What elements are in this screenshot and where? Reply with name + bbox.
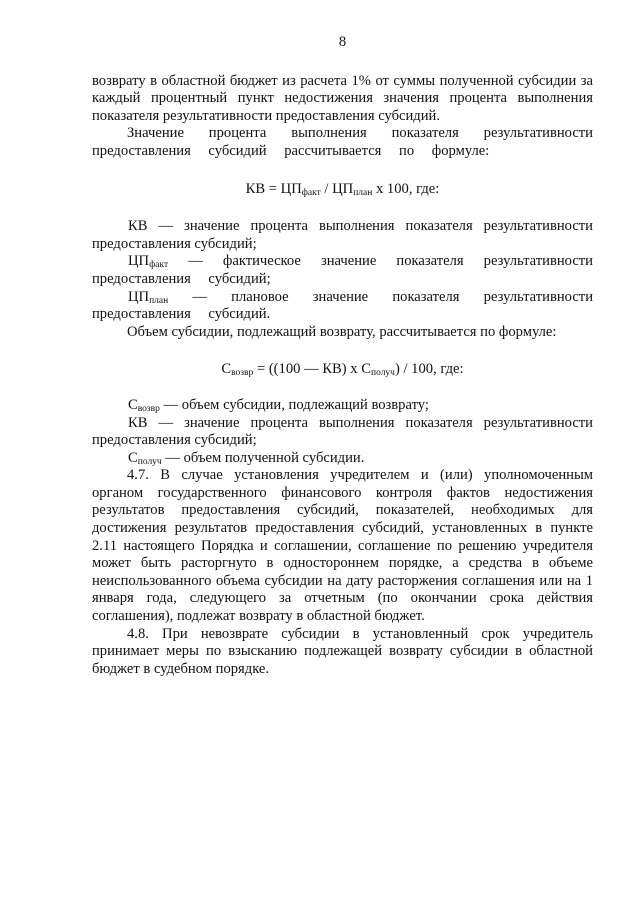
paragraph-return-rule: возврату в областной бюджет из расчета 1% от суммы полученной субсидии за каждый процентный пункт недостижения значения процента выполнения показателя результативности предоставления субсидий. <box>92 72 593 124</box>
definition-c-vozvr-symbol: С <box>128 396 138 413</box>
definition-cp-plan-sub: план <box>149 295 169 306</box>
definition-kv-repeat: КВ — значение процента выполнения показателя результативности предоставления субсидий; <box>92 414 593 449</box>
definition-c-poluch-symbol: С <box>128 449 138 466</box>
definition-c-vozvr-text: — объем субсидии, подлежащий возврату; <box>159 396 429 413</box>
formula-kv-rhs: х 100, где: <box>372 180 440 197</box>
paragraph-volume-intro: Объем субсидии, подлежащий возврату, рассчитывается по формуле: <box>127 323 557 340</box>
definition-c-poluch <box>92 450 593 468</box>
definition-cp-plan <box>92 289 593 324</box>
formula-kv-mid: / ЦП <box>320 180 354 197</box>
formula-c-vozvr <box>92 361 593 379</box>
definition-c-poluch-text: — объем полученной субсидии. <box>161 449 365 466</box>
formula-c-vozvr-rhs: ) / 100, где: <box>394 361 464 378</box>
definition-cp-fact <box>92 253 593 288</box>
definition-cp-fact-text: — фактическое значение показателя результативности предоставления субсидий; <box>92 253 593 287</box>
page-number: 8 <box>338 34 347 50</box>
definition-c-vozvr <box>92 397 593 415</box>
formula-c-vozvr-sub: возвр <box>231 368 254 379</box>
definition-c-poluch-sub: получ <box>137 456 162 467</box>
definition-cp-plan-symbol: ЦП <box>128 288 150 305</box>
formula-c-vozvr-mid: = ((100 — КВ) х С <box>253 361 371 378</box>
clause-4-7: 4.7. В случае установления учредителем и (или) уполномоченным органом государственного финансового контроля фактов недостижения результатов предоставления субсидий, показателей, необходимых для достижения результатов предоставления субсидий, установленных в пункте 2.11 настоящего Порядка и соглашении, соглашение по решению учредителя может быть расторгнуто в одностороннем порядке, а средства в объеме неиспользованного объема субсидии на дату расторжения соглашения или на 1 января года, следующего за отчетным (по окончании срока действия соглашения), подлежат возврату в областной бюджет. <box>92 467 593 625</box>
definition-cp-fact-symbol: ЦП <box>128 253 150 270</box>
definition-cp-plan-text: — плановое значение показателя результативности предоставления субсидий. <box>92 288 593 323</box>
definition-cp-fact-sub: факт <box>149 260 169 271</box>
definition-c-vozvr-sub: возвр <box>137 403 160 414</box>
clause-4-8: 4.8. При невозврате субсидии в установленный срок учредитель принимает меры по взысканию подлежащей возврату субсидии в областной бюджет в судебном порядке. <box>92 625 593 677</box>
formula-kv-sub-plan: план <box>353 187 373 198</box>
paragraph-formula-intro: Значение процента выполнения показателя результативности предоставления субсидий рассчитывается по формуле: <box>92 125 593 159</box>
formula-kv <box>92 181 593 199</box>
formula-kv-lhs: КВ = ЦП <box>245 180 302 197</box>
formula-c-vozvr-symbol: С <box>221 361 232 378</box>
formula-c-poluch-sub: получ <box>370 368 395 379</box>
formula-kv-sub-fact: факт <box>301 187 321 198</box>
definition-kv: КВ — значение процента выполнения показателя результативности предоставления субсидий; <box>92 218 593 252</box>
